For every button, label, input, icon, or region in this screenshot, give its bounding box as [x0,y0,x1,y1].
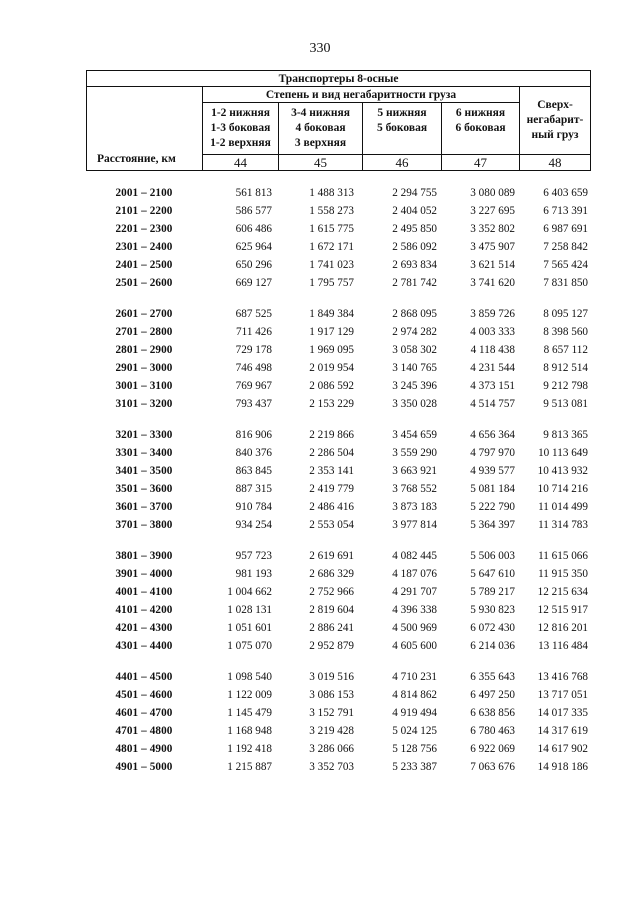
tariff-cell-46: 5 128 756 [392,743,437,755]
distance-cell: 2601 – 2700 [115,308,173,320]
row-group [86,184,590,292]
tariff-cell-47: 4 797 970 [470,447,515,459]
distance-cell: 4701 – 4800 [115,725,173,737]
table-row [86,202,590,220]
tariff-cell-45: 2 752 966 [309,586,354,598]
col-number-47: 47 [442,155,520,171]
tariff-cell-47: 5 364 397 [470,519,515,531]
distance-cell: 2501 – 2600 [115,277,173,289]
tariff-cell-46: 4 187 076 [392,568,437,580]
tariff-cell-47: 4 231 544 [470,362,515,374]
tariff-cell-47: 3 859 726 [470,308,515,320]
tariff-cell-45: 2 286 504 [309,447,354,459]
tariff-cell-45: 2 086 592 [309,380,354,392]
table-body [86,184,590,789]
tariff-cell-47: 6 780 463 [470,725,515,737]
tariff-cell-46: 5 233 387 [392,761,437,773]
tariff-cell-45: 2 153 229 [309,398,354,410]
distance-cell: 4501 – 4600 [115,689,173,701]
tariff-cell-48: 13 416 768 [537,671,588,683]
tariff-cell-46: 3 058 302 [392,344,437,356]
tariff-cell-48: 11 915 350 [538,568,588,580]
tariff-cell-44: 650 296 [235,259,272,271]
tariff-cell-47: 3 080 089 [470,187,515,199]
tariff-cell-44: 981 193 [235,568,272,580]
tariff-cell-46: 4 291 707 [392,586,437,598]
tariff-cell-45: 2 952 879 [309,640,354,652]
tariff-cell-45: 1 672 171 [309,241,354,253]
tariff-cell-45: 2 886 241 [309,622,354,634]
tariff-cell-48: 9 212 798 [543,380,588,392]
tariff-cell-44: 606 486 [235,223,272,235]
distance-cell: 3701 – 3800 [115,519,173,531]
table-row [86,583,590,601]
table-row [86,359,590,377]
tariff-cell-48: 10 413 932 [537,465,588,477]
tariff-cell-45: 2 419 779 [309,483,354,495]
tariff-cell-47: 5 789 217 [470,586,515,598]
table-row [86,184,590,202]
table-row [86,444,590,462]
table-row [86,395,590,413]
tariff-cell-47: 4 939 577 [470,465,515,477]
tariff-cell-47: 6 922 069 [470,743,515,755]
tariff-cell-47: 7 063 676 [470,761,515,773]
tariff-cell-45: 2 219 866 [309,429,354,441]
tariff-cell-48: 8 095 127 [543,308,588,320]
distance-header: Расстояние, км [87,87,203,171]
oversize-degree-header: Степень и вид негабаритности груза [203,87,520,103]
distance-cell: 3301 – 3400 [115,447,173,459]
table-row [86,740,590,758]
tariff-cell-48: 11 014 499 [538,501,588,513]
tariff-cell-44: 711 426 [236,326,272,338]
tariff-cell-47: 3 227 695 [470,205,515,217]
table-row [86,462,590,480]
tariff-cell-44: 1 122 009 [227,689,272,701]
tariff-cell-46: 3 663 921 [392,465,437,477]
tariff-cell-47: 3 741 620 [470,277,515,289]
tariff-cell-45: 1 488 313 [309,187,354,199]
table-header [86,70,591,171]
tariff-cell-48: 14 317 619 [537,725,588,737]
tariff-cell-47: 6 072 430 [470,622,515,634]
distance-cell: 3601 – 3700 [115,501,173,513]
tariff-cell-47: 4 118 438 [470,344,515,356]
table-row [86,305,590,323]
table-row [86,498,590,516]
tariff-cell-47: 3 475 907 [470,241,515,253]
distance-cell: 3001 – 3100 [115,380,173,392]
tariff-cell-48: 8 912 514 [543,362,588,374]
tariff-cell-46: 2 404 052 [392,205,437,217]
tariff-cell-44: 1 168 948 [227,725,272,737]
table-row [86,426,590,444]
row-group [86,547,590,655]
tariff-cell-44: 1 004 662 [227,586,272,598]
col-number-44: 44 [203,155,279,171]
tariff-cell-48: 10 113 649 [538,447,588,459]
tariff-cell-46: 3 245 396 [392,380,437,392]
tariff-cell-46: 4 814 862 [392,689,437,701]
table-row [86,686,590,704]
tariff-cell-48: 12 816 201 [537,622,588,634]
distance-cell: 2101 – 2200 [115,205,173,217]
tariff-cell-48: 7 258 842 [543,241,588,253]
tariff-cell-44: 934 254 [235,519,272,531]
distance-cell: 3901 – 4000 [115,568,173,580]
table-row [86,668,590,686]
tariff-cell-46: 3 873 183 [392,501,437,513]
table-row [86,274,590,292]
tariff-cell-46: 2 495 850 [392,223,437,235]
tariff-cell-45: 3 286 066 [309,743,354,755]
tariff-cell-46: 4 500 969 [392,622,437,634]
tariff-cell-44: 840 376 [235,447,272,459]
distance-cell: 3801 – 3900 [115,550,173,562]
tariff-cell-44: 1 051 601 [227,622,272,634]
tariff-cell-46: 4 082 445 [392,550,437,562]
tariff-cell-46: 2 868 095 [392,308,437,320]
tariff-cell-45: 1 741 023 [309,259,354,271]
tariff-cell-44: 1 215 887 [227,761,272,773]
tariff-cell-46: 2 586 092 [392,241,437,253]
tariff-cell-45: 2 619 691 [309,550,354,562]
tariff-cell-46: 5 024 125 [392,725,437,737]
distance-cell: 3201 – 3300 [115,429,173,441]
tariff-cell-46: 3 454 659 [392,429,437,441]
tariff-cell-46: 3 977 814 [392,519,437,531]
tariff-cell-47: 3 621 514 [470,259,515,271]
tariff-cell-48: 12 215 634 [537,586,588,598]
distance-cell: 4401 – 4500 [115,671,173,683]
table-row [86,341,590,359]
tariff-cell-48: 9 513 081 [543,398,588,410]
tariff-cell-47: 4 656 364 [470,429,515,441]
distance-cell: 2001 – 2100 [115,187,173,199]
table-row [86,565,590,583]
col-number-48: 48 [520,155,591,171]
tariff-cell-44: 586 577 [235,205,272,217]
tariff-cell-45: 3 352 703 [309,761,354,773]
tariff-cell-44: 625 964 [235,241,272,253]
distance-cell: 4301 – 4400 [115,640,173,652]
distance-cell: 3101 – 3200 [115,398,173,410]
distance-cell: 4101 – 4200 [115,604,173,616]
tariff-cell-48: 11 615 066 [538,550,588,562]
tariff-cell-46: 3 350 028 [392,398,437,410]
tariff-cell-47: 4 373 151 [470,380,515,392]
tariff-cell-45: 1 615 775 [309,223,354,235]
tariff-cell-44: 746 498 [235,362,272,374]
tariff-cell-45: 2 686 329 [309,568,354,580]
distance-cell: 2201 – 2300 [115,223,173,235]
tariff-cell-48: 14 017 335 [537,707,588,719]
tariff-cell-44: 1 098 540 [227,671,272,683]
distance-cell: 2801 – 2900 [115,344,173,356]
tariff-cell-47: 6 214 036 [470,640,515,652]
table-row [86,377,590,395]
distance-cell: 3401 – 3500 [115,465,173,477]
tariff-cell-44: 887 315 [235,483,272,495]
tariff-cell-46: 4 396 338 [392,604,437,616]
tariff-cell-45: 2 486 416 [309,501,354,513]
tariff-cell-45: 3 019 516 [309,671,354,683]
tariff-cell-44: 1 192 418 [227,743,272,755]
tariff-cell-45: 3 219 428 [309,725,354,737]
tariff-cell-45: 1 558 273 [309,205,354,217]
distance-cell: 2701 – 2800 [115,326,173,338]
tariff-cell-47: 3 352 802 [470,223,515,235]
table-row [86,220,590,238]
tariff-cell-47: 4 003 333 [470,326,515,338]
tariff-cell-44: 1 145 479 [227,707,272,719]
distance-cell: 4901 – 5000 [115,761,173,773]
tariff-cell-48: 6 713 391 [543,205,588,217]
row-group [86,305,590,413]
col-header-48: Сверх- негабарит- ный груз [520,87,591,155]
table-row [86,619,590,637]
tariff-cell-48: 7 831 850 [543,277,588,289]
tariff-cell-45: 1 849 384 [309,308,354,320]
table-row [86,722,590,740]
tariff-cell-47: 5 222 790 [470,501,515,513]
tariff-cell-47: 6 355 643 [470,671,515,683]
tariff-cell-48: 13 717 051 [537,689,588,701]
table-row [86,516,590,534]
tariff-cell-45: 2 819 604 [309,604,354,616]
tariff-cell-48: 12 515 917 [537,604,588,616]
tariff-cell-45: 3 086 153 [309,689,354,701]
tariff-cell-44: 957 723 [235,550,272,562]
tariff-cell-48: 6 987 691 [543,223,588,235]
col-header-46: 5 нижняя 5 боковая [363,103,442,155]
table-row [86,704,590,722]
tariff-cell-46: 2 693 834 [392,259,437,271]
tariff-cell-45: 1 795 757 [309,277,354,289]
tariff-cell-44: 1 028 131 [227,604,272,616]
row-group [86,426,590,534]
col-number-46: 46 [363,155,442,171]
distance-cell: 2301 – 2400 [115,241,173,253]
table-row [86,637,590,655]
tariff-cell-46: 2 294 755 [392,187,437,199]
tariff-cell-45: 2 019 954 [309,362,354,374]
tariff-cell-46: 4 605 600 [392,640,437,652]
tariff-cell-46: 4 710 231 [392,671,437,683]
distance-cell: 4001 – 4100 [115,586,173,598]
tariff-cell-46: 4 919 494 [392,707,437,719]
tariff-cell-46: 2 974 282 [392,326,437,338]
tariff-cell-47: 4 514 757 [470,398,515,410]
col-header-45: 3-4 нижняя 4 боковая 3 верхняя [279,103,363,155]
tariff-cell-45: 1 917 129 [309,326,354,338]
tariff-cell-44: 816 906 [235,429,272,441]
distance-cell: 4601 – 4700 [115,707,173,719]
tariff-cell-44: 1 075 070 [227,640,272,652]
tariff-cell-48: 11 314 783 [538,519,588,531]
tariff-cell-48: 9 813 365 [543,429,588,441]
table-row [86,323,590,341]
tariff-cell-46: 3 559 290 [392,447,437,459]
tariff-cell-48: 14 617 902 [537,743,588,755]
tariff-cell-47: 6 497 250 [470,689,515,701]
distance-cell: 2901 – 3000 [115,362,173,374]
col-header-47: 6 нижняя 6 боковая [442,103,520,155]
tariff-cell-48: 7 565 424 [543,259,588,271]
tariff-cell-44: 863 845 [235,465,272,477]
table-row [86,480,590,498]
tariff-cell-45: 2 553 054 [309,519,354,531]
tariff-cell-44: 793 437 [235,398,272,410]
tariff-cell-47: 5 930 823 [470,604,515,616]
page-number: 330 [309,41,331,56]
tariff-cell-44: 687 525 [235,308,272,320]
tariff-cell-48: 10 714 216 [537,483,588,495]
table-row [86,547,590,565]
tariff-cell-46: 2 781 742 [392,277,437,289]
tariff-cell-45: 1 969 095 [309,344,354,356]
tariff-cell-44: 769 967 [235,380,272,392]
tariff-cell-48: 14 918 186 [537,761,588,773]
col-header-44: 1-2 нижняя 1-3 боковая 1-2 верхняя [203,103,279,155]
tariff-cell-47: 6 638 856 [470,707,515,719]
table-title: Транспортеры 8-осные [87,71,591,87]
tariff-cell-44: 561 813 [235,187,272,199]
col-number-45: 45 [279,155,363,171]
tariff-cell-47: 5 506 003 [470,550,515,562]
distance-cell: 3501 – 3600 [115,483,173,495]
tariff-cell-48: 6 403 659 [543,187,588,199]
row-group [86,668,590,776]
table-row [86,256,590,274]
tariff-cell-48: 8 398 560 [543,326,588,338]
distance-cell: 2401 – 2500 [115,259,173,271]
tariff-cell-45: 3 152 791 [309,707,354,719]
tariff-cell-48: 8 657 112 [543,344,588,356]
tariff-cell-44: 669 127 [235,277,272,289]
tariff-cell-46: 3 768 552 [392,483,437,495]
distance-cell: 4801 – 4900 [115,743,173,755]
distance-cell: 4201 – 4300 [115,622,173,634]
tariff-cell-45: 2 353 141 [309,465,354,477]
table-row [86,758,590,776]
tariff-cell-47: 5 647 610 [470,568,515,580]
tariff-cell-48: 13 116 484 [538,640,588,652]
tariff-cell-44: 910 784 [235,501,272,513]
tariff-cell-44: 729 178 [235,344,272,356]
tariff-cell-47: 5 081 184 [470,483,515,495]
tariff-cell-46: 3 140 765 [392,362,437,374]
table-row [86,601,590,619]
table-row [86,238,590,256]
